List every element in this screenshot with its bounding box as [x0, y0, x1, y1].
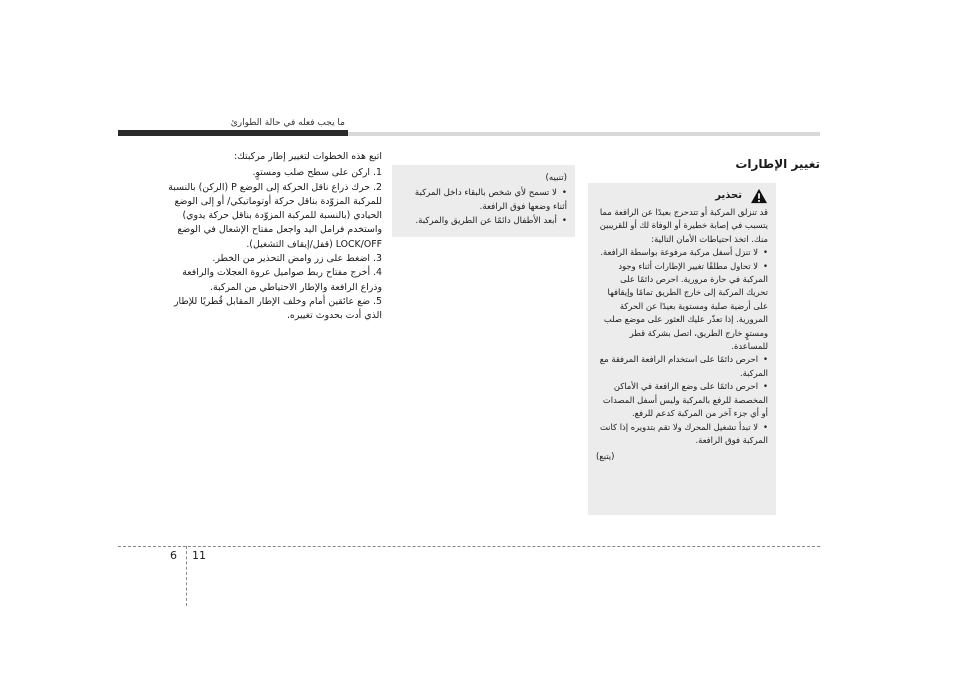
- header-rule-dark: [118, 130, 348, 136]
- step-number: 2.: [373, 181, 382, 193]
- caution-list: [400, 186, 567, 228]
- steps-list: [160, 166, 382, 323]
- warning-item: • لا تحاول مطلقًا تغيير الإطارات أثناء وجود المركبة في حارة مرورية. احرص دائمًا على تحريك المركبة إلى خارج الطريق تمامًا وإيقافها على أرضية صلبة ومستوية بعيدًا عن الحركة المرورية. إذا تعذّر عليك العثور على موضع صلب ومستوٍ خارج الطريق، اتصل بشركة قطر للمساعدة.: [596, 260, 768, 354]
- warning-list: [596, 246, 768, 447]
- caution-tag: (تنبيه): [545, 173, 567, 183]
- warning-box: [588, 183, 776, 515]
- footer-vertical-divider: [186, 546, 187, 606]
- step-item: [160, 295, 382, 324]
- step-item: [160, 266, 382, 295]
- section-title: تغيير الإطارات: [735, 157, 820, 171]
- page-header-title: ما يجب فعله في حالة الطوارئ: [230, 118, 345, 128]
- warning-triangle-icon: [750, 188, 768, 204]
- step-number: 4.: [373, 267, 382, 279]
- warning-continued: (يتبع): [596, 451, 615, 462]
- step-number: 3.: [373, 253, 382, 265]
- caution-item: • لا تسمح لأي شخص بالبقاء داخل المركبة أثناء وضعها فوق الرافعة.: [400, 186, 567, 214]
- section-number: 6: [170, 549, 177, 562]
- warning-heading: [596, 188, 768, 204]
- step-item: [160, 166, 382, 180]
- step-text: حرك ذراع ناقل الحركة إلى الوضع P (الركن) بالنسبة للمركبة المزوّدة بناقل حركة أوتوماتيكي/ أو إلى الوضع الحيادي (بالنسبة للمركبة المزوّدة بناقل حركة يدوي) واستخدم فرامل اليد واجعل مفتاح الإشعال في الوضع LOCK/OFF (قفل/إيقاف التشغيل).: [168, 181, 382, 250]
- step-text: اركن على سطح صلب ومستوٍ.: [252, 167, 371, 179]
- step-text: ضع عائقين أمام وخلف الإطار المقابل قُطريًا للإطار الذي أدت بحدوث تغييره.: [173, 295, 382, 322]
- step-number: 1.: [373, 167, 382, 179]
- warning-lead: قد تنزلق المركبة أو تتدحرج بعيدًا عن الرافعة مما يتسبب في إصابة خطيرة أو الوفاة لك أو للقريبين منك. اتخذ احتياطات الأمان التالية:: [599, 207, 768, 244]
- warning-item: • احرص دائمًا على وضع الرافعة في الأماكن المخصصة للرفع بالمركبة وليس أسفل المصدات أو أي جزء آخر من المركبة كدعم للرفع.: [596, 380, 768, 420]
- footer-divider: [118, 546, 820, 547]
- step-item: [160, 252, 382, 266]
- step-text: اضغط على زر وامض التحذير من الخطر.: [212, 253, 371, 265]
- caution-box: [392, 165, 575, 237]
- step-number: 5.: [373, 295, 382, 307]
- step-item: [160, 181, 382, 252]
- step-text: أخرج مفتاح ربط صواميل عروة العجلات والرافعة وذراع الرافعة والإطار الاحتياطي من المركبة.: [182, 267, 382, 293]
- steps-column: [160, 150, 382, 324]
- warning-item: • لا تنزل أسفل مركبة مرفوعة بواسطة الرافعة.: [596, 246, 768, 259]
- page-number-value: 11: [192, 549, 206, 562]
- caution-item: • أبعد الأطفال دائمًا عن الطريق والمركبة.: [400, 214, 567, 228]
- warning-item: • لا تبدأ تشغيل المحرك ولا تقم بتدويره إذا كانت المركبة فوق الرافعة.: [596, 421, 768, 448]
- warning-heading-text: تحذير: [715, 190, 742, 202]
- steps-intro: اتبع هذه الخطوات لتغيير إطار مركبتك:: [233, 151, 382, 162]
- warning-item: • احرص دائمًا على استخدام الرافعة المرفقة مع المركبة.: [596, 353, 768, 380]
